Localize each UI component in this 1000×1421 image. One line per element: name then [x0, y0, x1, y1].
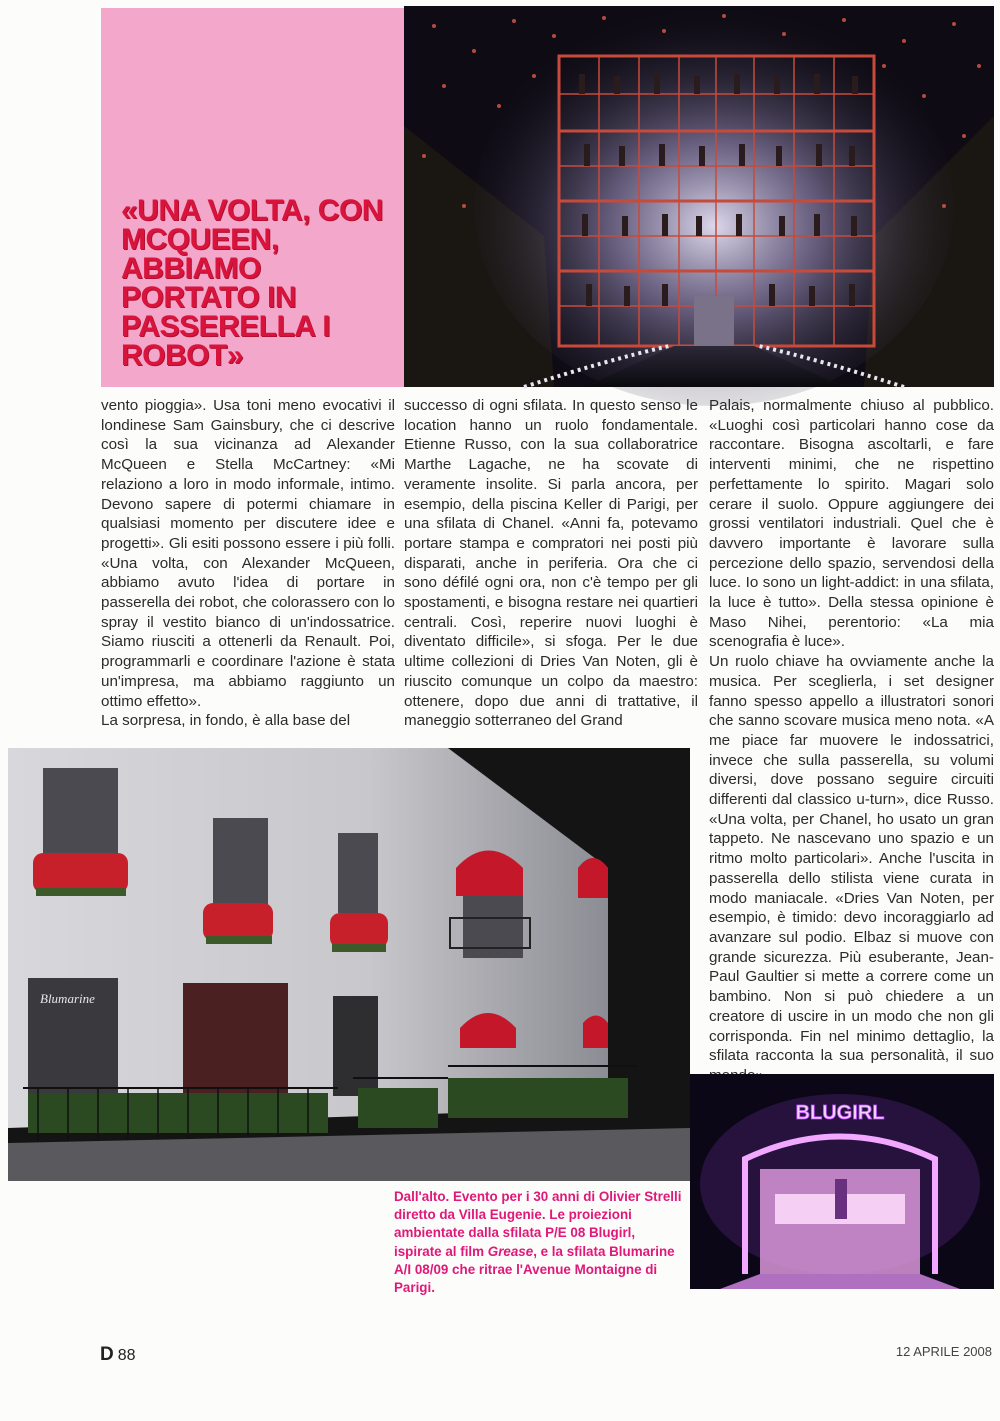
text-column-3 — [709, 396, 994, 1066]
caption-text: Dall'alto. Evento per i 30 anni di Olivier Strelli diretto da Villa Eugenie. Le proiezioni ambientate dalla sfilata P/E 08 Blugirl, ispirate al film — [394, 1189, 682, 1259]
caption-text: , e la sfilata Blumarine A/I 08/09 che ritrae l'Avenue Montaigne di Parigi. — [394, 1243, 675, 1296]
paragraph: successo di ogni sfilata. In questo senso le location hanno un ruolo fondamentale. Etienne Russo, con la sua collaboratrice Marthe Lagache, ne ha scovate di veramente insolite. Si parla ancora, per esempio, della piscina Keller di Parigi, per una sfilata di Chanel. «Anni fa, potevamo portare stampa e compratori nei posti più disparati, anche in periferia. Ora che ci sono défilé ogni ora, non c'è tempo per gli spostamenti, e bisogna restare nei quartieri centrali. Così, reperire nuovi luoghi è diventato difficile», si sfoga. Per le due ultime collezioni di Dries Van Noten, gli è riuscito comunque un colpo da maestro: ottenere, dopo due anni di trattative, il maneggio sotterraneo del Grand — [404, 397, 698, 730]
pull-quote-box — [101, 8, 404, 387]
building-facade-illustration — [8, 748, 690, 1181]
avenue-montaigne-photo — [8, 748, 690, 1181]
neon-sign: BLUGIRL — [795, 1102, 885, 1124]
page-number: 88 — [117, 1347, 136, 1364]
pull-quote: «UNA VOLTA, CON MCQUEEN, ABBIAMO PORTATO IN PASSERELLA I ROBOT» — [121, 194, 383, 372]
paragraph: vento pioggia». Usa toni meno evocativi il londinese Sam Gainsbury, che ci descrive così la sua vicinanza ad Alexander McQueen e Stella McCartney: «Mi relaziono a loro in modo informale, intimo. Devono sapere di potermi chiamare in qualsiasi momento per discutere idee e progetti». Gli esiti possono essere i più folli. «Una volta, con Alexander McQueen, abbiamo avuto l'idea di portare in passerella dei robot, che colorassero con lo spray il vestito bianco di un'indossatrice. Siamo riusciti a ottenerli da Renault. Poi, programmarli e coordinare l'azione è stata un'impresa, ma abbiamo raggiunto un ottimo effetto». — [101, 397, 395, 710]
page-footer — [100, 1344, 136, 1366]
text-column-2 — [404, 396, 698, 741]
photo-caption — [394, 1188, 684, 1297]
text-column-1 — [101, 396, 395, 741]
caption-film-title: Grease — [487, 1243, 534, 1259]
runway-scaffold-photo — [404, 6, 994, 387]
runway-scaffold-illustration — [404, 6, 994, 387]
paragraph: Palais, normalmente chiuso al pubblico. «Luoghi così particolari hanno cose da raccontare. Bisogna ascoltarli, e fare interventi minimi, che ne rispettino perfettamente lo spirito. Magari solo cerare il suolo. Oppure aggiungere dei grossi ventilatori industriali. Quel che è davvero importante è lavorare sulla percezione dello spazio, servendosi della luce. Io sono un light-addict: in una sfilata, la luce è tutto». Della stessa opinione è Maso Nihei, perentorio: «La mia scenografia è luce». — [709, 397, 994, 651]
paragraph: La sorpresa, in fondo, è alla base del — [101, 712, 351, 730]
paragraph: Un ruolo chiave ha ovviamente anche la musica. Per sceglierla, i set designer fanno spesso appello a illustratori sonori che sanno scovare musica meno nota. «A me piace far muovere le indossatrici, invece che sulla passerella, su volumi diversi, dove possano seguire circuiti differenti dal classico u-turn», dice Russo. «Una volta, per Chanel, ho usato un gran tappeto. Ne nascevano uno spazio e un ritmo molto particolari». Anche l'uscita in passerella dello stilista viene curata in modo maniacale. «Dries Van Noten, per esempio, è timido: devo incoraggiarlo ad avanzare sul podio. Elbaz si muove con grande sicurezza. Più esuberante, Jean-Paul Gaultier si mette a correre come un bambino. Non si può chiedere a un creatore di uscire in un modo che non gli corrisponda. Fin nel minimo dettaglio, la sfilata racconta la sua personalità, il suo — [709, 653, 994, 1065]
magazine-logo: D — [100, 1344, 114, 1365]
blugirl-neon-photo — [690, 1074, 994, 1289]
neon-stage-illustration — [690, 1074, 994, 1289]
store-sign: Blumarine — [40, 991, 95, 1006]
issue-date: 12 APRILE 2008 — [895, 1344, 992, 1359]
